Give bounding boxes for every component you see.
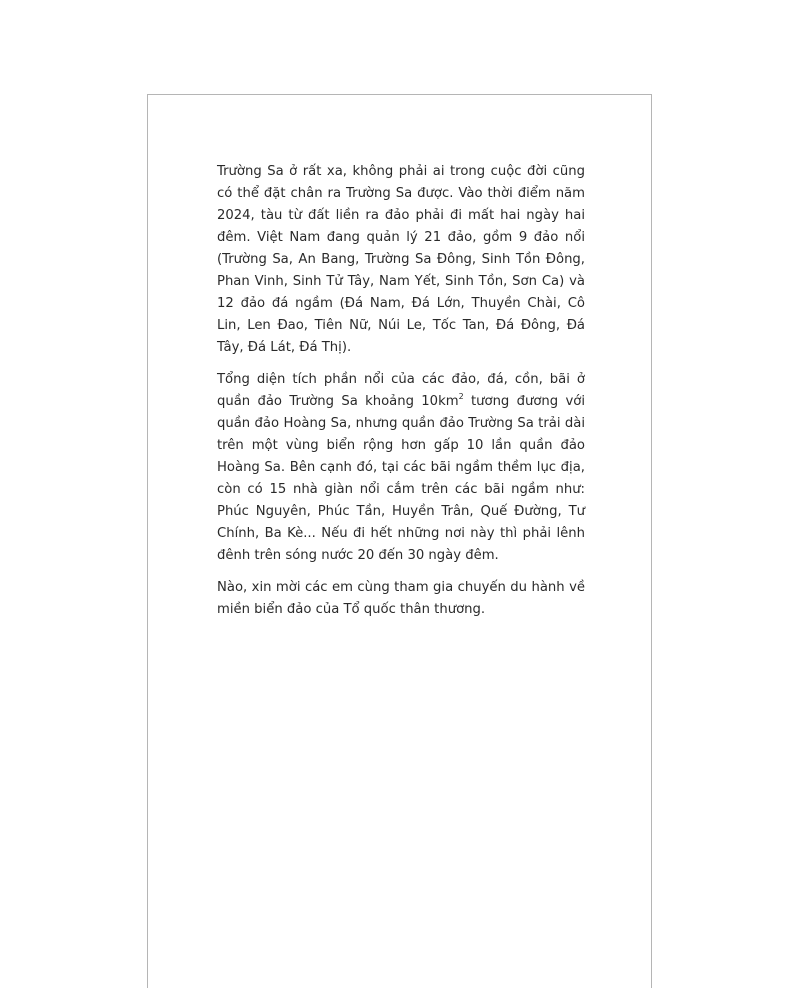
paragraph-2-start: Tổng diện tích phần nổi của các đảo, đá, cồn, bãi ở quần đảo Trường Sa khoảng 10km	[217, 372, 585, 409]
paragraph-2-end: tương đương với quần đảo Hoàng Sa, nhưng quần đảo Trường Sa trải dài trên một vùng biển rộng hơn gấp 10 lần quần đảo Hoàng Sa. Bên cạnh đó, tại các bãi ngầm thềm lục địa, còn có 15 nhà giàn nổi cắm trên các bãi ngầm như: Phúc Nguyên, Phúc Tần, Huyền Trân, Quế Đường, Tư Chính, Ba Kè... Nếu đi hết những nơi này thì phải lênh đênh trên sóng nước 20 đến 30 ngày đêm.	[217, 394, 585, 563]
paragraph-3: Nào, xin mời các em cùng tham gia chuyến du hành về miền biển đảo của Tổ quốc thân thương.	[217, 580, 585, 617]
superscript: 2	[458, 391, 464, 401]
paragraph-1: Trường Sa ở rất xa, không phải ai trong cuộc đời cũng có thể đặt chân ra Trường Sa được. Vào thời điểm năm 2024, tàu từ đất liền ra đảo phải đi mất hai ngày hai đêm. Việt Nam đang quản lý 21 đảo, gồm 9 đảo nổi (Trường Sa, An Bang, Trường Sa Đông, Sinh Tồn Đông, Phan Vinh, Sinh Tử Tây, Nam Yết, Sinh Tồn, Sơn Ca) và 12 đảo đá ngầm (Đá Nam, Đá Lớn, Thuyền Chài, Cô Lin, Len Đao, Tiên Nữ, Núi Le, Tốc Tan, Đá Đông, Đá Tây, Đá Lát, Đá Thị).	[217, 164, 585, 355]
book-page	[147, 94, 652, 988]
body-text	[217, 161, 585, 631]
paragraph-2	[217, 369, 585, 567]
